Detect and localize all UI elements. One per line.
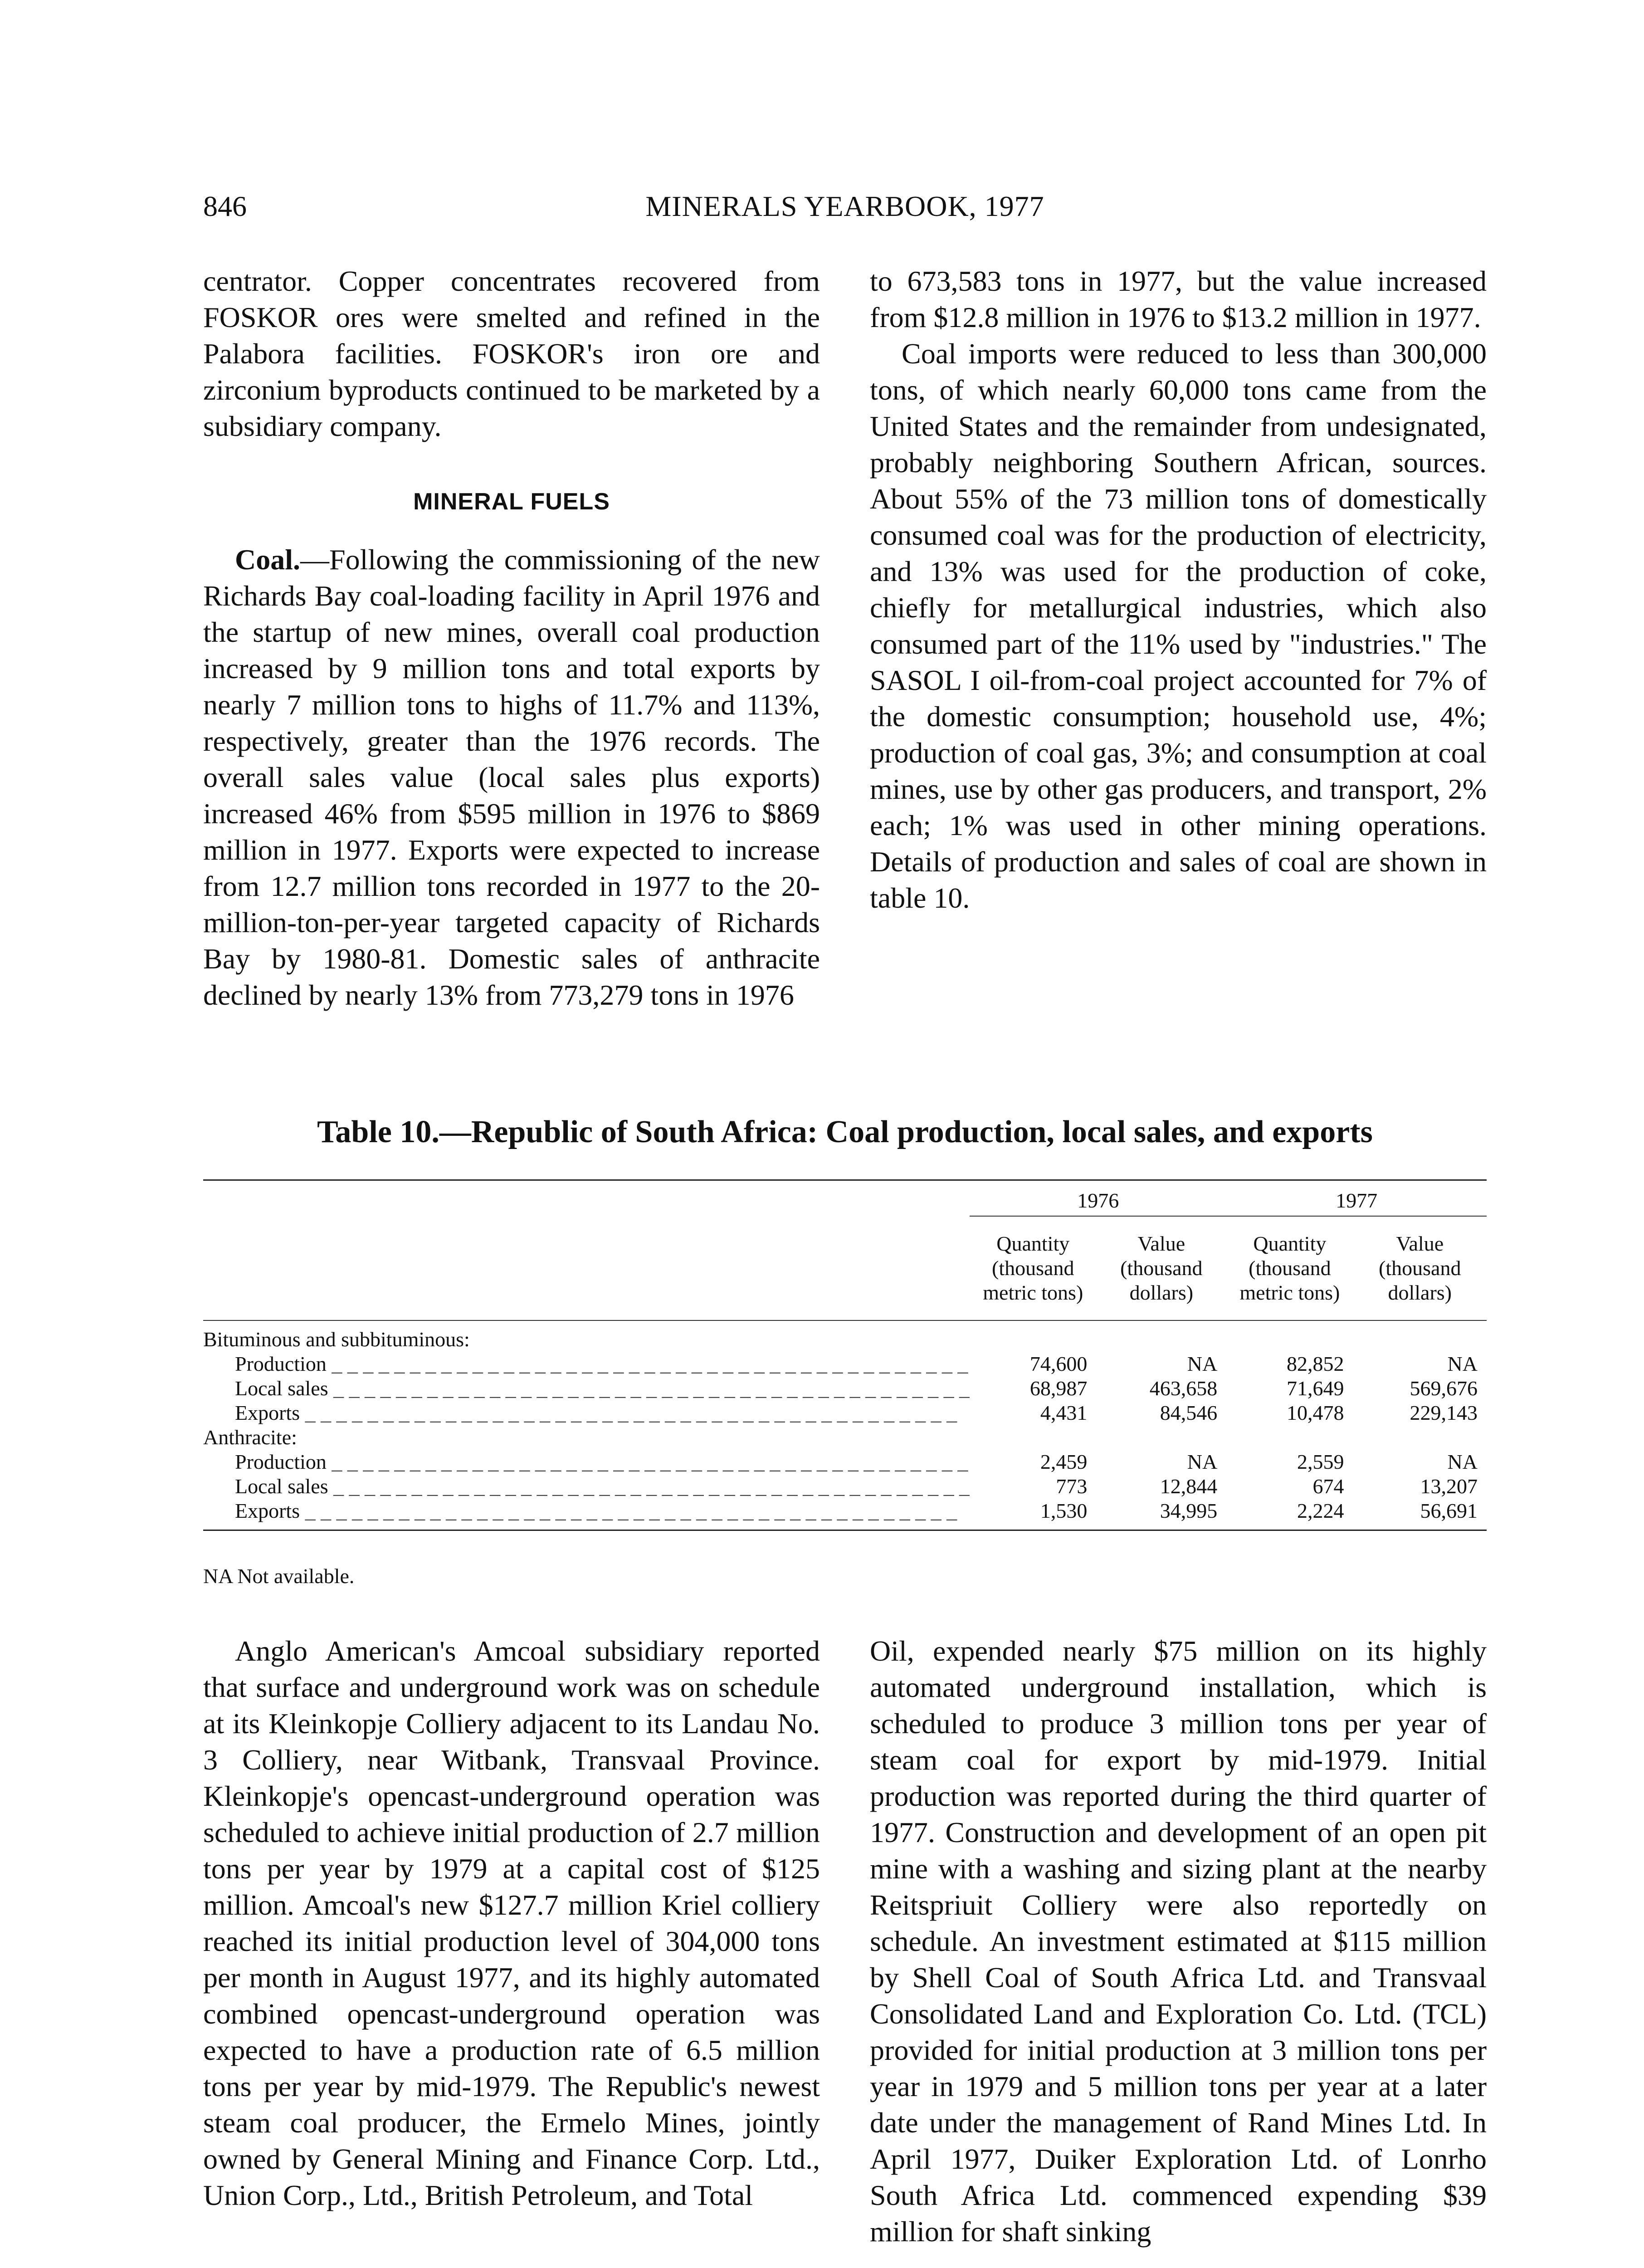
row-label: Local sales — [235, 1475, 328, 1498]
column-header-year-1977: 1977 — [1226, 1188, 1487, 1216]
paragraph-coal-imports: Coal imports were reduced to less than 300,000 tons, of which nearly 60,000 tons came from the United States and the remainder from undesignated, probably neighboring Southern African, sources. About 55% of the 73 million tons of domestically consumed coal was for the production of electricity, and 13% was used for the production of coke, chiefly for metallurgical industries, which also consumed part of the 11% used by "industries." The SASOL I oil-from-coal project accounted for 7% of the domestic consumption; household use, 4%; production of coal gas, 3%; and consumption at coal mines, use by other gas producers, and transport, 2% each; 1% was used in other mining operations. Details of production and sales of coal are shown in table 10. — [870, 337, 1487, 914]
text-column-lower-left — [203, 1633, 820, 2214]
running-title: MINERALS YEARBOOK, 1977 — [645, 190, 1044, 222]
table-row: Local sales _ _ _ _ _ _ _ _ _ _ _ _ _ _ _ _ _ _ _ _ _ _ _ _ _ _ _ _ _ _ _ _ _ _ _ _ _ _ _ _ _ 773 12,844 674 13,207 — [203, 1474, 1487, 1499]
paragraph-amcoal: Anglo American's Amcoal subsidiary reported that surface and underground work was on schedule at its Kleinkopje Colliery adjacent to its Landau No. 3 Colliery, near Witbank, Transvaal Province. Kleinkopje's opencast-underground operation was scheduled to achieve initial production of 2.7 million tons per year by 1979 at a capital cost of $125 million. Amcoal's new $127.7 million Kriel colliery reached its initial production level of 304,000 tons per month in August 1977, and its highly automated combined opencast-underground operation was expected to have a production rate of 6.5 million tons per year by mid-1979. The Republic's newest steam coal producer, the Ermelo Mines, jointly owned by General Mining and Finance Corp. Ltd., Union Corp., Ltd., British Petroleum, and Total — [203, 1635, 820, 2211]
paragraph-coal-body: —Following the commissioning of the new Richards Bay coal-loading facility in April 1976 and the startup of new mines, overall coal production increased by 9 million tons and total exports by nearly 7 million tons to highs of 11.7% and 113%, respectively, greater than the 1976 records. The overall sales value (local sales plus exports) increased 46% from $595 million in 1976 to $869 million in 1977. Exports were expected to increase from 12.7 million tons recorded in 1977 to the 20-million-ton-per-year targeted capacity of Richards Bay by 1980-81. Domestic sales of anthracite declined by nearly 13% from 773,279 tons in 1976 — [203, 543, 820, 1011]
table-cell: 463,658 — [1149, 1377, 1218, 1400]
table-cell: 56,691 — [1420, 1499, 1478, 1522]
table-cell: 71,649 — [1287, 1377, 1344, 1400]
text-column-upper-left — [203, 263, 820, 1013]
page-number: 846 — [203, 190, 247, 222]
table-cell: NA — [1447, 1352, 1478, 1375]
page-header — [203, 190, 1487, 244]
table-row: Exports _ _ _ _ _ _ _ _ _ _ _ _ _ _ _ _ _ _ _ _ _ _ _ _ _ _ _ _ _ _ _ _ _ _ _ _ _ _ _ _ _ _ 4,431 84,546 10,478 229,143 — [203, 1401, 1487, 1425]
table-row: Production _ _ _ _ _ _ _ _ _ _ _ _ _ _ _ _ _ _ _ _ _ _ _ _ _ _ _ _ _ _ _ _ _ _ _ _ _ _ _ _ _ 74,600 NA 82,852 NA — [203, 1352, 1487, 1376]
text-column-upper-right — [870, 263, 1487, 916]
table-cell: 34,995 — [1160, 1499, 1218, 1522]
table-cell: 229,143 — [1410, 1401, 1478, 1424]
paragraph-foskor: centrator. Copper concentrates recovered from FOSKOR ores were smelted and refined in the Palabora facilities. FOSKOR's iron ore and zirconium byproducts continued to be marketed by a subsidiary company. — [203, 265, 820, 442]
table-cell: 82,852 — [1287, 1352, 1344, 1375]
text-column-lower-right — [870, 1633, 1487, 2250]
column-header-value-1977: Value (thousand dollars) — [1379, 1232, 1461, 1304]
table-cell: 674 — [1312, 1475, 1344, 1498]
table-group-header: Bituminous and subbituminous: — [203, 1328, 470, 1351]
table-cell: 2,559 — [1297, 1450, 1344, 1473]
section-heading-mineral-fuels: MINERAL FUELS — [413, 489, 610, 515]
paragraph-oil-expended: Oil, expended nearly $75 million on its highly automated underground installation, which is scheduled to produce 3 million tons per year of steam coal for export by mid-1979. Initial production was reported during the third quarter of 1977. Construction and development of an open pit mine with a washing and sizing plant at the nearby Reitspriuit Colliery were also reportedly on schedule. An investment estimated at $115 million by Shell Coal of South Africa Ltd. and Transvaal Consolidated Land and Exploration Co. Ltd. (TCL) provided for initial production at 3 million tons per year in 1979 and 5 million tons per year at a later date under the management of Rand Mines Ltd. In April 1977, Duiker Exploration Ltd. of Lonrho South Africa Ltd. commenced expending $39 million for shaft sinking — [870, 1635, 1487, 2248]
table-cell: 84,546 — [1160, 1401, 1218, 1424]
table-cell: 2,224 — [1297, 1499, 1344, 1522]
table-cell: NA — [1187, 1450, 1218, 1473]
row-label: Production — [235, 1450, 327, 1473]
table-group-header: Anthracite: — [203, 1426, 297, 1449]
table-cell: 2,459 — [1040, 1450, 1088, 1473]
table-cell: 68,987 — [1029, 1377, 1088, 1400]
table-cell: NA — [1447, 1450, 1478, 1473]
table-row: Production _ _ _ _ _ _ _ _ _ _ _ _ _ _ _ _ _ _ _ _ _ _ _ _ _ _ _ _ _ _ _ _ _ _ _ _ _ _ _ _ _ 2,459 NA 2,559 NA — [203, 1450, 1487, 1474]
table-cell: 13,207 — [1420, 1475, 1478, 1498]
row-label: Production — [235, 1352, 327, 1375]
column-header-quantity-1976: Quantity (thousand metric tons) — [983, 1232, 1083, 1304]
table-row: Local sales _ _ _ _ _ _ _ _ _ _ _ _ _ _ _ _ _ _ _ _ _ _ _ _ _ _ _ _ _ _ _ _ _ _ _ _ _ _ _ _ _ 68,987 463,658 71,649 569,676 — [203, 1376, 1487, 1401]
table-cell: 10,478 — [1287, 1401, 1344, 1424]
paragraph-anthracite-value: to 673,583 tons in 1977, but the value increased from $12.8 million in 1976 to $13.2 million in 1977. — [870, 265, 1487, 333]
column-header-value-1976: Value (thousand dollars) — [1120, 1232, 1203, 1304]
coal-table — [203, 1188, 1487, 1531]
table-title: Table 10.—Republic of South Africa: Coal production, local sales, and exports — [317, 1114, 1373, 1149]
column-header-year-1976: 1976 — [970, 1188, 1226, 1216]
run-in-heading-coal: Coal. — [235, 543, 300, 576]
table-row: Exports _ _ _ _ _ _ _ _ _ _ _ _ _ _ _ _ _ _ _ _ _ _ _ _ _ _ _ _ _ _ _ _ _ _ _ _ _ _ _ _ _ _ 1,530 34,995 2,224 56,691 — [203, 1499, 1487, 1523]
table-footnote: NA Not available. — [203, 1564, 355, 1588]
row-label: Exports — [235, 1401, 300, 1424]
table-header-sub-row — [203, 1216, 1487, 1320]
table-cell: 74,600 — [1029, 1352, 1088, 1375]
table-header-year-row — [203, 1188, 1487, 1216]
column-header-quantity-1977: Quantity (thousand metric tons) — [1239, 1232, 1340, 1304]
table-top-rule — [203, 1179, 1487, 1181]
row-label: Exports — [235, 1499, 300, 1522]
paragraph-coal — [203, 542, 820, 1013]
table-cell: 4,431 — [1040, 1401, 1088, 1424]
table-cell: 773 — [1056, 1475, 1088, 1498]
table-cell: 569,676 — [1410, 1377, 1478, 1400]
table-cell: 12,844 — [1160, 1475, 1218, 1498]
row-label: Local sales — [235, 1377, 328, 1400]
table-cell: 1,530 — [1040, 1499, 1088, 1522]
table-cell: NA — [1187, 1352, 1218, 1375]
